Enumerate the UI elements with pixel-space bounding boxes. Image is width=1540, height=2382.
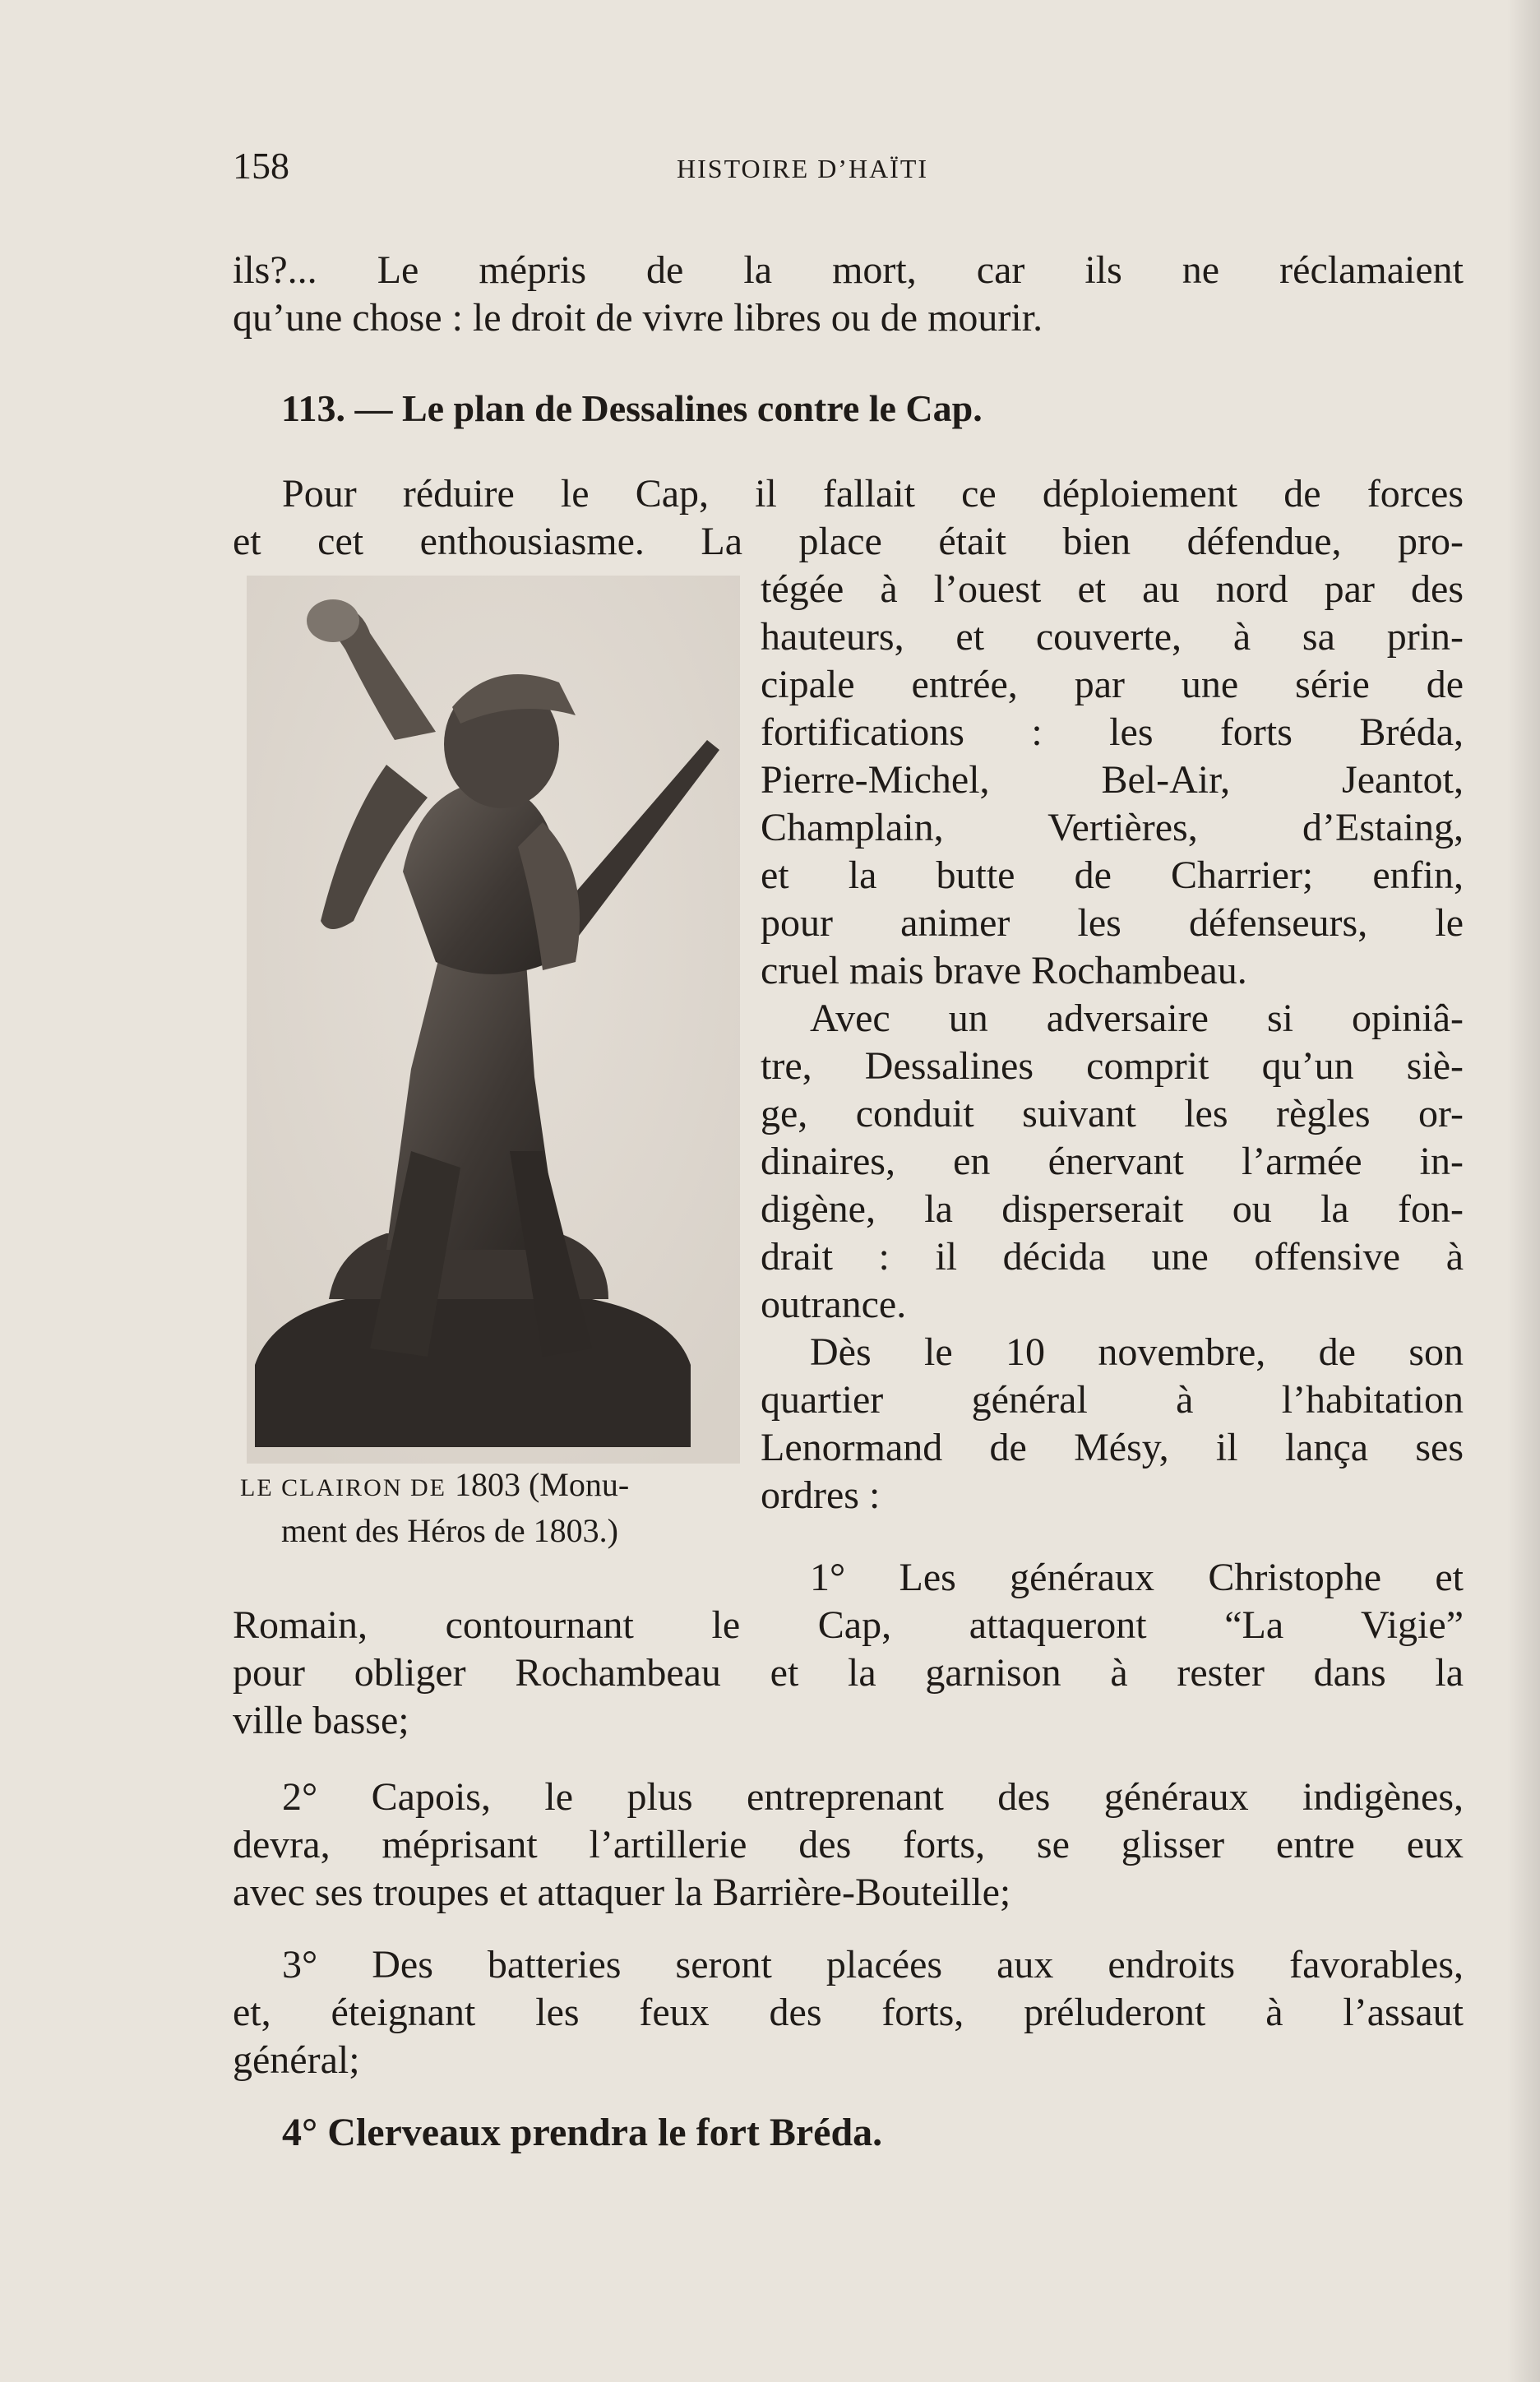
text-line: avec ses troupes et attaquer la Barrière-Bouteille; [233, 1871, 1011, 1914]
text-line: général; [233, 2038, 360, 2082]
text-line: tégée à l’ouest et au nord par des [761, 567, 1464, 611]
text-line: ordres : [761, 1473, 881, 1517]
order-3 [233, 1941, 1464, 2084]
text-line: 4° Clerveaux prendra le fort Bréda. [282, 2111, 883, 2154]
caption-line: ment des Héros de 1803.) [281, 1512, 618, 1549]
text-line: digène, la disperserait ou la fon- [761, 1187, 1464, 1231]
text-line: outrance. [761, 1283, 907, 1326]
statue-photograph [247, 576, 740, 1464]
text-line: 2° Capois, le plus entreprenant des généraux indigènes, [282, 1775, 1464, 1819]
text-line: tre, Dessalines comprit qu’un siè- [761, 1044, 1464, 1088]
text-line: cipale entrée, par une série de [761, 663, 1464, 706]
text-line: 3° Des batteries seront placées aux endroits favorables, [282, 1943, 1464, 1987]
text-line: ils?... Le mépris de la mort, car ils ne réclamaient [233, 248, 1464, 292]
text-line: dinaires, en énervant l’armée in- [761, 1140, 1464, 1183]
text-line: Avec un adversaire si opiniâ- [810, 997, 1464, 1040]
text-line: pour obliger Rochambeau et la garnison à rester dans la [233, 1651, 1464, 1695]
order-4 [233, 2109, 1464, 2157]
page-header [233, 144, 1466, 193]
section-heading: 113. — Le plan de Dessalines contre le Cap. [281, 387, 983, 429]
text-line: Champlain, Vertières, d’Estaing, [761, 806, 1464, 849]
caption-smallcaps: LE CLAIRON DE [240, 1474, 446, 1501]
bugler-statue-image [247, 576, 740, 1464]
text-line: cruel mais brave Rochambeau. [761, 949, 1247, 992]
text-line: Romain, contournant le Cap, attaqueront “La Vigie” [233, 1603, 1464, 1647]
text-line: et, éteignant les feux des forts, préluderont à l’assaut [233, 1991, 1464, 2034]
text-line: quartier général à l’habitation [761, 1378, 1464, 1422]
text-line: Pour réduire le Cap, il fallait ce déploiement de forces [282, 472, 1464, 516]
text-line: hauteurs, et couverte, à sa prin- [761, 615, 1464, 659]
order-1 [233, 1602, 1464, 1745]
text-line: drait : il décida une offensive à [761, 1235, 1464, 1279]
page-gutter-shadow [1507, 0, 1540, 2382]
text-line: et cet enthousiasme. La place était bien défendue, pro- [233, 520, 1464, 563]
text-line: qu’une chose : le droit de vivre libres ou de mourir. [233, 296, 1043, 340]
text-line: et la butte de Charrier; enfin, [761, 853, 1464, 897]
text-line: ge, conduit suivant les règles or- [761, 1092, 1464, 1135]
page-number: 158 [233, 145, 289, 187]
text-line: devra, méprisant l’artillerie des forts, se glisser entre eux [233, 1823, 1464, 1866]
text-line: pour animer les défenseurs, le [761, 901, 1464, 945]
wrapped-text-column [761, 566, 1464, 1519]
figure-caption [240, 1464, 750, 1552]
caption-text: 1803 (Monu- [454, 1466, 630, 1503]
paragraph-opening [233, 470, 1464, 566]
text-line: Lenormand de Mésy, il lança ses [761, 1426, 1464, 1469]
intro-paragraph [233, 247, 1464, 342]
order-2 [233, 1774, 1464, 1917]
running-head: HISTOIRE D’HAÏTI [677, 154, 929, 183]
text-line: Dès le 10 novembre, de son [810, 1330, 1464, 1374]
text-line: fortifications : les forts Bréda, [761, 710, 1464, 754]
text-line: Pierre-Michel, Bel-Air, Jeantot, [761, 758, 1464, 802]
text-line: ville basse; [233, 1699, 409, 1742]
text-line: 1° Les généraux Christophe et [810, 1556, 1464, 1599]
order-1-first-line [761, 1554, 1464, 1602]
